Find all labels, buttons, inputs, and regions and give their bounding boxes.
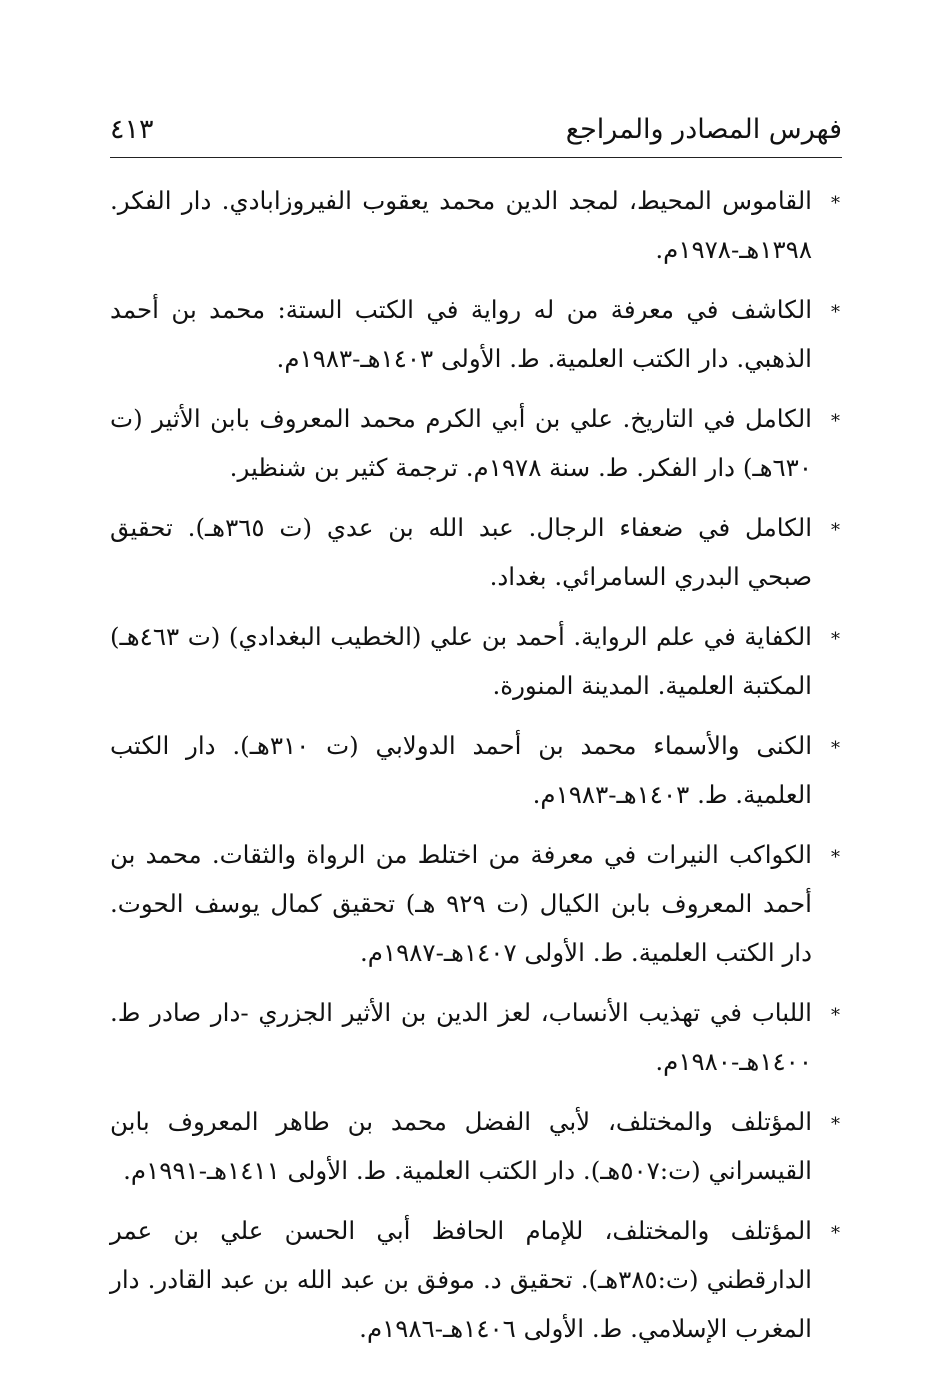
bibliography-entry [110, 612, 842, 710]
bullet-asterisk-icon: * [831, 738, 840, 759]
entry-text: اللباب في تهذيب الأنساب، لعز الدين بن الأثير الجزري -دار صادر ط. ١٤٠٠هـ-١٩٨٠م. [110, 998, 812, 1076]
bibliography-entry [110, 503, 842, 601]
bibliography-entry [110, 830, 842, 977]
bibliography-entry [110, 176, 842, 274]
bullet-asterisk-icon: * [831, 629, 840, 650]
bibliography-entry [110, 394, 842, 492]
entry-text: الكاشف في معرفة من له رواية في الكتب الستة: محمد بن أحمد الذهبي. دار الكتب العلمية. ط. الأولى ١٤٠٣هـ-١٩٨٣م. [110, 295, 812, 373]
entry-text: الكواكب النيرات في معرفة من اختلط من الرواة والثقات. محمد بن أحمد المعروف بابن الكيال (ت ٩٢٩ هـ) تحقيق كمال يوسف الحوت. دار الكتب العلمية. ط. الأولى ١٤٠٧هـ-١٩٨٧م. [110, 840, 812, 967]
entry-text: الكامل في ضعفاء الرجال. عبد الله بن عدي (ت ٣٦٥هـ). تحقيق صبحي البدري السامرائي. بغداد. [110, 513, 812, 591]
bibliography-entry [110, 1206, 842, 1353]
bullet-asterisk-icon: * [831, 411, 840, 432]
bullet-asterisk-icon: * [831, 1114, 840, 1135]
bullet-asterisk-icon: * [831, 193, 840, 214]
entry-text: المؤتلف والمختلف، لأبي الفضل محمد بن طاهر المعروف بابن القيسراني (ت:٥٠٧هـ). دار الكتب العلمية. ط. الأولى ١٤١١هـ-١٩٩١م. [110, 1107, 812, 1185]
page-number: ٤١٣ [110, 114, 154, 145]
bibliography-entry [110, 721, 842, 819]
entry-text: الكنى والأسماء محمد بن أحمد الدولابي (ت ٣١٠هـ). دار الكتب العلمية. ط. ١٤٠٣هـ-١٩٨٣م. [110, 731, 813, 809]
entry-text: الكفاية في علم الرواية. أحمد بن علي (الخطيب البغدادي) (ت ٤٦٣هـ) المكتبة العلمية. المدينة المنورة. [110, 622, 812, 700]
bullet-asterisk-icon: * [831, 302, 840, 323]
bibliography-list [110, 176, 842, 1364]
bibliography-entry [110, 988, 842, 1086]
entry-text: الكامل في التاريخ. علي بن أبي الكرم محمد المعروف بابن الأثير (ت ٦٣٠هـ) دار الفكر. ط. سنة ١٩٧٨م. ترجمة كثير بن شنظير. [110, 404, 812, 482]
entry-text: القاموس المحيط، لمجد الدين محمد يعقوب الفيروزابادي. دار الفكر. ١٣٩٨هـ-١٩٧٨م. [110, 186, 812, 264]
bullet-asterisk-icon: * [831, 1223, 840, 1244]
bullet-asterisk-icon: * [831, 520, 840, 541]
header-rule [110, 157, 842, 158]
bibliography-entry [110, 285, 842, 383]
bibliography-entry [110, 1097, 842, 1195]
page-header [110, 98, 842, 150]
entry-text: المؤتلف والمختلف، للإمام الحافظ أبي الحسن علي بن عمر الدارقطني (ت:٣٨٥هـ). تحقيق د. موفق بن عبد الله بن عبد القادر. دار المغرب الإسلامي. ط. الأولى ١٤٠٦هـ-١٩٨٦م. [110, 1216, 812, 1343]
bullet-asterisk-icon: * [831, 1005, 840, 1026]
bullet-asterisk-icon: * [831, 847, 840, 868]
running-title: فهرس المصادر والمراجع [565, 114, 842, 145]
